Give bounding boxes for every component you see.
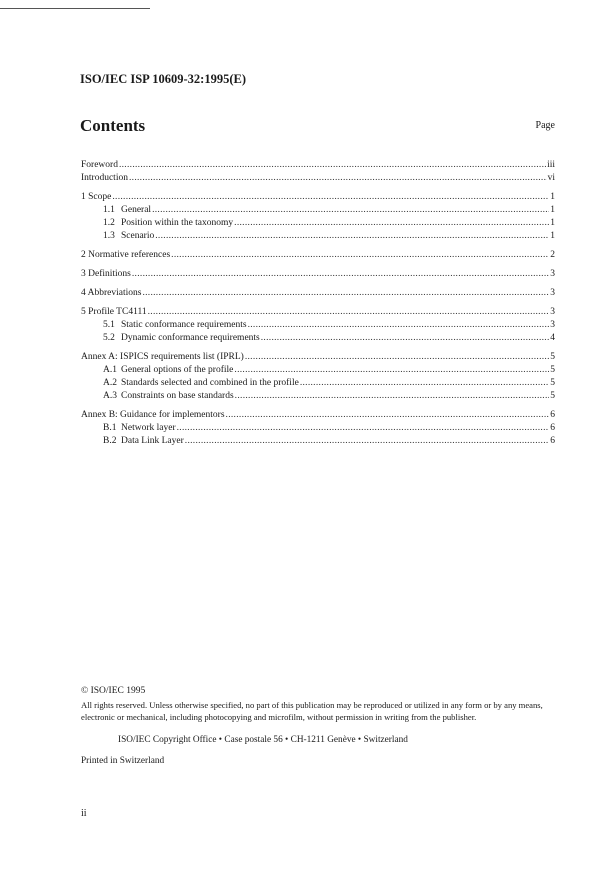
copyright-notice: © ISO/IEC 1995 — [81, 686, 146, 696]
toc-entry — [81, 230, 555, 243]
toc-entry — [81, 287, 555, 300]
toc-entry — [81, 268, 555, 281]
toc-entry — [81, 217, 555, 230]
toc-leader-dots — [129, 172, 547, 185]
toc-entry-label: Standards selected and combined in the profile — [121, 378, 299, 388]
toc-entry-label: General options of the profile — [121, 365, 234, 375]
toc-leader-dots — [177, 422, 550, 435]
toc-entry-label: Scenario — [121, 231, 155, 241]
toc-entry — [81, 351, 555, 364]
toc-entry-page: 5 — [550, 391, 555, 401]
toc-leader-dots — [152, 204, 549, 217]
toc-entry-label: Introduction — [81, 173, 128, 183]
toc-entry-number: 5.1 — [103, 320, 115, 330]
toc-entry-page: 6 — [550, 436, 555, 446]
rights-statement: All rights reserved. Unless otherwise specified, no part of this publication may be reproduced or utilized in any form or by any means, electronic or mechanical, including photocopying and microfilm, without permission in writing from the publisher. — [81, 700, 543, 722]
copyright-office-address: ISO/IEC Copyright Office • Case postale 56 • CH-1211 Genève • Switzerland — [118, 735, 408, 745]
page-column-label: Page — [535, 120, 555, 131]
toc-entry-page: vi — [547, 173, 555, 183]
toc-leader-dots — [261, 332, 550, 345]
toc-entry-label: Constraints on base standards — [121, 391, 234, 401]
toc-entry — [81, 191, 555, 204]
toc-entry-label: 2 Normative references — [81, 250, 171, 260]
toc-entry-label: Dynamic conformance requirements — [121, 333, 260, 343]
toc-entry-page: 3 — [550, 320, 555, 330]
toc-leader-dots — [234, 364, 549, 377]
toc-entry — [81, 319, 555, 332]
toc-entry — [81, 422, 555, 435]
toc-entry-page: 5 — [550, 365, 555, 375]
toc-entry-label: 5 Profile TC4111 — [81, 307, 147, 317]
toc-entry — [81, 332, 555, 345]
toc-entry-number: 5.2 — [103, 333, 115, 343]
toc-leader-dots — [148, 306, 550, 319]
toc-entry — [81, 204, 555, 217]
toc-leader-dots — [132, 268, 549, 281]
table-of-contents — [81, 159, 555, 448]
toc-leader-dots — [171, 249, 549, 262]
toc-entry-label: 1 Scope — [81, 192, 112, 202]
toc-leader-dots — [112, 191, 549, 204]
toc-entry-label: 4 Abbreviations — [81, 288, 142, 298]
toc-entry-number: 1.1 — [103, 205, 115, 215]
toc-entry-label: Foreword — [81, 160, 118, 170]
toc-entry-number: B.2 — [103, 436, 117, 446]
toc-leader-dots — [248, 319, 550, 332]
toc-entry-label: Static conformance requirements — [121, 320, 247, 330]
toc-entry-number: 1.2 — [103, 218, 115, 228]
top-rule — [0, 8, 150, 9]
toc-entry-page: 2 — [550, 250, 555, 260]
toc-entry-label: Data Link Layer — [121, 436, 184, 446]
toc-entry-page: iii — [547, 160, 555, 170]
toc-leader-dots — [300, 377, 549, 390]
toc-entry — [81, 377, 555, 390]
toc-entry-number: A.2 — [103, 378, 117, 388]
toc-entry-page: 5 — [550, 352, 555, 362]
toc-entry-number: A.3 — [103, 391, 117, 401]
toc-leader-dots — [226, 409, 550, 422]
toc-entry-label: Annex A: ISPICS requirements list (IPRL) — [81, 352, 244, 362]
toc-entry — [81, 364, 555, 377]
toc-entry-page: 3 — [550, 288, 555, 298]
document-id: ISO/IEC ISP 10609-32:1995(E) — [80, 72, 246, 86]
toc-entry-label: Network layer — [121, 423, 176, 433]
toc-entry — [81, 172, 555, 185]
toc-entry-page: 4 — [550, 333, 555, 343]
toc-entry-page: 1 — [550, 192, 555, 202]
toc-leader-dots — [234, 217, 549, 230]
toc-entry-page: 3 — [550, 269, 555, 279]
toc-entry-label: 3 Definitions — [81, 269, 131, 279]
toc-entry-label: Position within the taxonomy — [121, 218, 234, 228]
toc-entry-label: General — [121, 205, 152, 215]
toc-entry-label: Annex B: Guidance for implementors — [81, 410, 225, 420]
toc-entry — [81, 409, 555, 422]
toc-entry-number: 1.3 — [103, 231, 115, 241]
toc-entry — [81, 306, 555, 319]
toc-leader-dots — [245, 351, 549, 364]
page-number: ii — [81, 808, 87, 819]
toc-leader-dots — [119, 159, 546, 172]
toc-entry — [81, 249, 555, 262]
toc-entry — [81, 159, 555, 172]
page-title: Contents — [80, 116, 146, 135]
toc-leader-dots — [155, 230, 549, 243]
printed-in: Printed in Switzerland — [81, 756, 165, 766]
toc-entry-page: 1 — [550, 218, 555, 228]
toc-entry-page: 3 — [550, 307, 555, 317]
toc-leader-dots — [142, 287, 549, 300]
toc-entry-number: A.1 — [103, 365, 117, 375]
toc-entry-page: 6 — [550, 423, 555, 433]
toc-entry-page: 1 — [550, 231, 555, 241]
toc-entry-page: 6 — [550, 410, 555, 420]
toc-entry-page: 1 — [550, 205, 555, 215]
toc-entry-number: B.1 — [103, 423, 117, 433]
toc-entry — [81, 390, 555, 403]
toc-leader-dots — [235, 390, 550, 403]
toc-entry — [81, 435, 555, 448]
toc-entry-page: 5 — [550, 378, 555, 388]
toc-leader-dots — [185, 435, 549, 448]
